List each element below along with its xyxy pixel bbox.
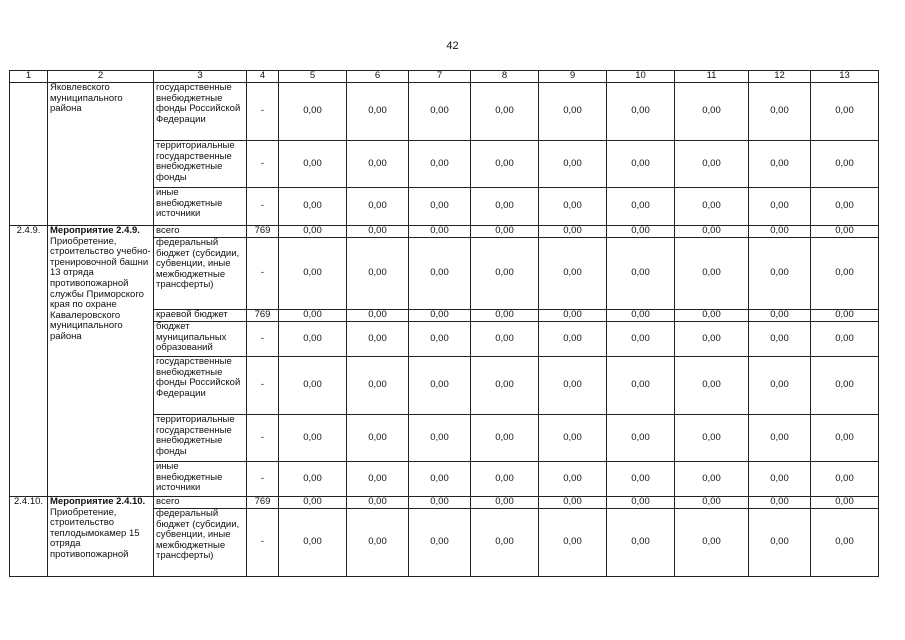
measure-title: Мероприятие 2.4.9. [50,225,140,236]
value-cell: 0,00 [675,188,749,226]
value-cell: 0,00 [675,310,749,322]
measure-cell [48,83,154,226]
measure-name: Приобретение, строительство учебно-тренировочной башни 13 отряда противопожарной службы Приморского края по охране Кавалеровского муниципального района [50,235,151,342]
value-cell: 0,00 [675,238,749,310]
code-cell: - [247,462,279,497]
value-cell: 0,00 [279,322,347,357]
value-cell: 0,00 [539,415,607,462]
value-cell: 0,00 [607,322,675,357]
value-cell: 0,00 [811,310,879,322]
header-cell: 8 [471,71,539,83]
value-cell: 0,00 [409,497,471,509]
header-cell: 2 [48,71,154,83]
value-cell: 0,00 [749,188,811,226]
value-cell: 0,00 [675,83,749,141]
value-cell: 0,00 [539,357,607,415]
value-cell: 0,00 [607,357,675,415]
value-cell: 0,00 [811,188,879,226]
value-cell: 0,00 [811,238,879,310]
value-cell: 0,00 [811,497,879,509]
value-cell: 0,00 [279,310,347,322]
value-cell: 0,00 [539,188,607,226]
code-cell: 769 [247,226,279,238]
value-cell: 0,00 [279,141,347,188]
value-cell: 0,00 [409,415,471,462]
row-number [10,83,48,226]
value-cell: 0,00 [409,188,471,226]
value-cell: 0,00 [675,357,749,415]
value-cell: 0,00 [749,462,811,497]
value-cell: 0,00 [749,83,811,141]
value-cell: 0,00 [811,322,879,357]
value-cell: 0,00 [539,509,607,577]
value-cell: 0,00 [749,509,811,577]
value-cell: 0,00 [811,83,879,141]
code-cell: - [247,141,279,188]
value-cell: 0,00 [471,188,539,226]
value-cell: 0,00 [347,509,409,577]
value-cell: 0,00 [471,310,539,322]
funding-source: территориальные государственные внебюджетные фонды [154,415,247,462]
value-cell: 0,00 [539,238,607,310]
value-cell: 0,00 [347,310,409,322]
value-cell: 0,00 [279,462,347,497]
value-cell: 0,00 [471,462,539,497]
header-cell: 4 [247,71,279,83]
header-cell: 10 [607,71,675,83]
funding-source: краевой бюджет [154,310,247,322]
value-cell: 0,00 [811,141,879,188]
table-row [10,226,879,238]
code-cell: - [247,188,279,226]
measure-cell [48,226,154,497]
value-cell: 0,00 [811,226,879,238]
funding-source: федеральный бюджет (субсидии, субвенции, иные межбюджетные трансферты) [154,509,247,577]
code-cell: - [247,509,279,577]
value-cell: 0,00 [471,141,539,188]
value-cell: 0,00 [811,357,879,415]
table-header [10,71,879,83]
value-cell: 0,00 [409,83,471,141]
value-cell: 0,00 [675,415,749,462]
value-cell: 0,00 [279,509,347,577]
value-cell: 0,00 [539,83,607,141]
value-cell: 0,00 [675,497,749,509]
value-cell: 0,00 [539,462,607,497]
value-cell: 0,00 [409,141,471,188]
funding-source: иные внебюджетные источники [154,462,247,497]
value-cell: 0,00 [539,322,607,357]
header-row [10,71,879,83]
funding-source: бюджет муниципальных образований [154,322,247,357]
value-cell: 0,00 [279,357,347,415]
value-cell: 0,00 [675,322,749,357]
code-cell: - [247,415,279,462]
header-cell: 5 [279,71,347,83]
value-cell: 0,00 [675,509,749,577]
measure-title: Мероприятие 2.4.10. [50,496,146,507]
value-cell: 0,00 [607,497,675,509]
value-cell: 0,00 [539,141,607,188]
value-cell: 0,00 [279,497,347,509]
table-row [10,83,879,141]
value-cell: 0,00 [607,310,675,322]
value-cell: 0,00 [347,462,409,497]
value-cell: 0,00 [409,462,471,497]
value-cell: 0,00 [347,497,409,509]
header-cell: 1 [10,71,48,83]
measure-name: Приобретение, строительство теплодымокамер 15 отряда противопожарной [50,506,140,560]
funding-source: государственные внебюджетные фонды Российской Федерации [154,83,247,141]
value-cell: 0,00 [471,415,539,462]
value-cell: 0,00 [279,238,347,310]
value-cell: 0,00 [811,509,879,577]
code-cell: - [247,357,279,415]
value-cell: 0,00 [607,188,675,226]
value-cell: 0,00 [749,497,811,509]
value-cell: 0,00 [347,226,409,238]
value-cell: 0,00 [409,310,471,322]
value-cell: 0,00 [471,238,539,310]
funding-source: иные внебюджетные источники [154,188,247,226]
header-cell: 7 [409,71,471,83]
funding-source: федеральный бюджет (субсидии, субвенции, иные межбюджетные трансферты) [154,238,247,310]
value-cell: 0,00 [749,322,811,357]
budget-table [9,70,879,577]
value-cell: 0,00 [279,226,347,238]
header-cell: 12 [749,71,811,83]
value-cell: 0,00 [279,415,347,462]
value-cell: 0,00 [347,357,409,415]
header-cell: 6 [347,71,409,83]
code-cell: - [247,322,279,357]
header-cell: 3 [154,71,247,83]
code-cell: 769 [247,497,279,509]
header-cell: 11 [675,71,749,83]
value-cell: 0,00 [749,415,811,462]
value-cell: 0,00 [409,226,471,238]
value-cell: 0,00 [347,322,409,357]
value-cell: 0,00 [409,238,471,310]
value-cell: 0,00 [471,357,539,415]
value-cell: 0,00 [749,357,811,415]
funding-source: всего [154,497,247,509]
value-cell: 0,00 [749,310,811,322]
measure-cell [48,497,154,577]
value-cell: 0,00 [409,322,471,357]
value-cell: 0,00 [607,509,675,577]
value-cell: 0,00 [347,83,409,141]
value-cell: 0,00 [811,462,879,497]
row-number: 2.4.10. [10,497,48,577]
value-cell: 0,00 [539,497,607,509]
row-number: 2.4.9. [10,226,48,497]
value-cell: 0,00 [471,83,539,141]
value-cell: 0,00 [471,509,539,577]
value-cell: 0,00 [347,188,409,226]
header-cell: 9 [539,71,607,83]
value-cell: 0,00 [607,415,675,462]
value-cell: 0,00 [471,322,539,357]
funding-source: территориальные государственные внебюджетные фонды [154,141,247,188]
value-cell: 0,00 [409,357,471,415]
value-cell: 0,00 [749,141,811,188]
value-cell: 0,00 [347,238,409,310]
value-cell: 0,00 [607,226,675,238]
value-cell: 0,00 [471,497,539,509]
value-cell: 0,00 [607,83,675,141]
value-cell: 0,00 [749,226,811,238]
value-cell: 0,00 [811,415,879,462]
value-cell: 0,00 [607,141,675,188]
page-number: 42 [446,40,459,52]
value-cell: 0,00 [471,226,539,238]
value-cell: 0,00 [607,462,675,497]
value-cell: 0,00 [279,188,347,226]
funding-source: государственные внебюджетные фонды Российской Федерации [154,357,247,415]
table-row [10,497,879,509]
header-cell: 13 [811,71,879,83]
measure-name: Яковлевского муниципального района [50,82,123,115]
value-cell: 0,00 [675,141,749,188]
funding-source: всего [154,226,247,238]
value-cell: 0,00 [539,226,607,238]
table-body [10,83,879,577]
value-cell: 0,00 [279,83,347,141]
value-cell: 0,00 [347,141,409,188]
value-cell: 0,00 [749,238,811,310]
value-cell: 0,00 [675,226,749,238]
code-cell: - [247,83,279,141]
value-cell: 0,00 [675,462,749,497]
value-cell: 0,00 [539,310,607,322]
value-cell: 0,00 [409,509,471,577]
code-cell: 769 [247,310,279,322]
value-cell: 0,00 [347,415,409,462]
value-cell: 0,00 [607,238,675,310]
code-cell: - [247,238,279,310]
